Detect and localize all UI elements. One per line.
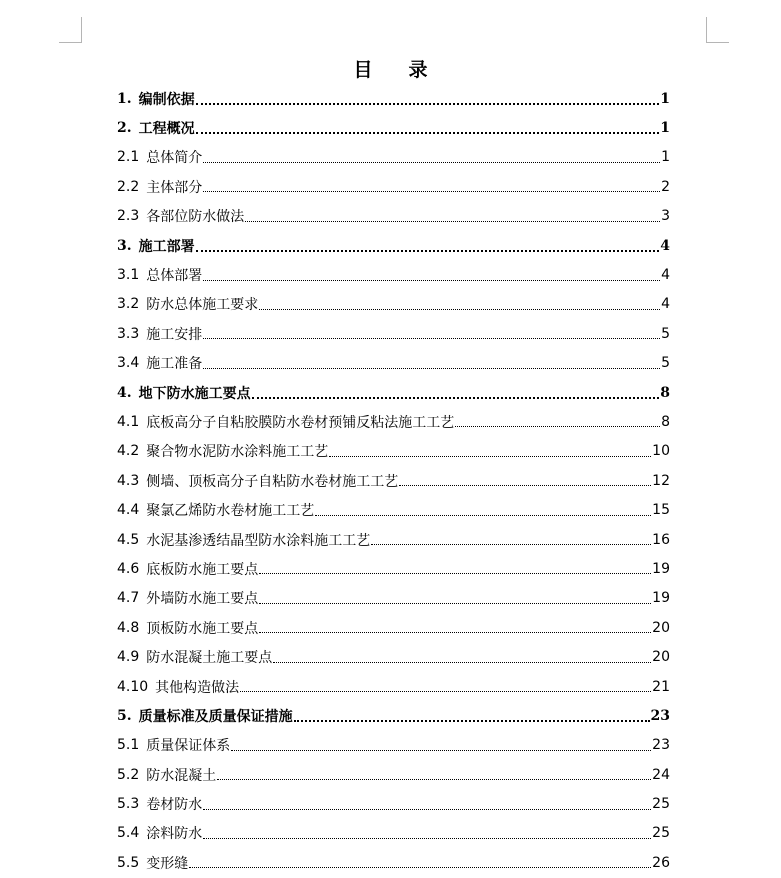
toc-entry-number: 5.	[117, 707, 132, 724]
toc-entry-title: 外墙防水施工要点	[146, 591, 259, 608]
toc-dot-leader	[252, 397, 660, 399]
toc-entry-number: 3.1	[117, 267, 140, 284]
toc-dot-leader	[294, 720, 650, 722]
toc-dot-leader	[240, 691, 651, 692]
toc-entry[interactable]	[117, 113, 670, 142]
toc-entry-page-number: 5	[661, 355, 670, 372]
toc-entry-number: 4.1	[117, 413, 140, 430]
toc-entry[interactable]	[117, 613, 670, 642]
toc-entry-number: 2.	[117, 120, 132, 137]
toc-entry-page-number: 10	[652, 443, 670, 460]
toc-dot-leader	[259, 573, 651, 574]
toc-entry-title: 底板高分子自粘胶膜防水卷材预铺反粘法施工工艺	[146, 414, 455, 431]
toc-entry-title: 主体部分	[146, 179, 203, 196]
toc-entry-title: 聚合物水泥防水涂料施工工艺	[146, 444, 329, 461]
toc-dot-leader	[196, 132, 660, 134]
toc-entry-number: 5.5	[117, 854, 140, 871]
toc-entry[interactable]	[117, 319, 670, 348]
toc-entry-title: 底板防水施工要点	[146, 561, 259, 578]
toc-entry-number: 4.6	[117, 560, 140, 577]
toc-entry[interactable]	[117, 495, 670, 524]
toc-entry-title: 侧墙、顶板高分子自粘防水卷材施工工艺	[146, 473, 399, 490]
toc-dot-leader	[315, 515, 651, 516]
toc-entry-page-number: 25	[652, 825, 670, 842]
toc-entry[interactable]	[117, 554, 670, 583]
toc-dot-leader	[329, 456, 651, 457]
toc-dot-leader	[203, 838, 651, 839]
toc-dot-leader	[217, 779, 651, 780]
toc-entry[interactable]	[117, 437, 670, 466]
toc-entry-title: 聚氯乙烯防水卷材施工工艺	[146, 503, 315, 520]
toc-entry[interactable]	[117, 701, 670, 730]
toc-entry-page-number: 26	[652, 854, 670, 871]
toc-entry-number: 4.10	[117, 678, 149, 695]
toc-entry-page-number: 8	[660, 384, 670, 401]
toc-entry-title: 地下防水施工要点	[138, 385, 251, 402]
toc-entry-page-number: 24	[652, 766, 670, 783]
crop-mark-top-left	[59, 17, 82, 43]
toc-dot-leader	[203, 809, 651, 810]
toc-entry-title: 防水混凝土施工要点	[146, 650, 273, 667]
toc-entry[interactable]	[117, 848, 670, 877]
toc-entry-title: 施工部署	[138, 238, 195, 255]
toc-entry-title: 顶板防水施工要点	[146, 620, 259, 637]
toc-entry[interactable]	[117, 760, 670, 789]
toc-entry-number: 5.2	[117, 766, 140, 783]
toc-entry-title: 防水总体施工要求	[146, 297, 259, 314]
toc-entry-title: 变形缝	[146, 855, 189, 872]
toc-entry-page-number: 1	[661, 149, 670, 166]
toc-entry-title: 质量保证体系	[146, 738, 231, 755]
toc-entry-page-number: 1	[660, 120, 670, 137]
toc-entry[interactable]	[117, 672, 670, 701]
toc-title-char-1: 目	[353, 59, 373, 81]
toc-entry-number: 5.3	[117, 796, 140, 813]
toc-entry[interactable]	[117, 584, 670, 613]
toc-entry-number: 4.8	[117, 619, 140, 636]
toc-entry-number: 3.3	[117, 325, 140, 342]
toc-entry-page-number: 23	[652, 737, 670, 754]
toc-entry-title: 施工准备	[146, 356, 203, 373]
toc-entry-number: 5.4	[117, 825, 140, 842]
crop-mark-top-right	[706, 17, 729, 43]
toc-entry-number: 3.4	[117, 355, 140, 372]
toc-entry-title: 各部位防水做法	[146, 209, 245, 226]
toc-entry-page-number: 21	[652, 678, 670, 695]
toc-entry-page-number: 4	[660, 237, 670, 254]
toc-entry-page-number: 12	[652, 472, 670, 489]
toc-entry-title: 防水混凝土	[146, 767, 217, 784]
toc-entry[interactable]	[117, 819, 670, 848]
toc-entry-page-number: 25	[652, 796, 670, 813]
toc-entry-number: 4.5	[117, 531, 140, 548]
toc-entry-number: 4.	[117, 384, 132, 401]
toc-entry-number: 4.3	[117, 472, 140, 489]
toc-dot-leader	[189, 867, 651, 868]
toc-entry-page-number: 8	[661, 413, 670, 430]
toc-entry-page-number: 15	[652, 502, 670, 519]
toc-entry-number: 3.2	[117, 296, 140, 313]
toc-entry-page-number: 20	[652, 619, 670, 636]
toc-dot-leader	[196, 250, 660, 252]
toc-dot-leader	[196, 103, 660, 105]
toc-entry-page-number: 19	[652, 590, 670, 607]
toc-entry[interactable]	[117, 231, 670, 260]
toc-entry-number: 2.1	[117, 149, 140, 166]
toc-entry-page-number: 23	[650, 707, 670, 724]
toc-entry-number: 4.7	[117, 590, 140, 607]
toc-entry-number: 1.	[117, 90, 132, 107]
toc-dot-leader	[245, 221, 660, 222]
toc-entry-page-number: 5	[661, 325, 670, 342]
toc-dot-leader	[203, 280, 660, 281]
toc-dot-leader	[203, 338, 660, 339]
toc-entry-page-number: 19	[652, 560, 670, 577]
toc-dot-leader	[231, 750, 651, 751]
toc-entry-page-number: 20	[652, 649, 670, 666]
toc-entry-title: 编制依据	[138, 91, 195, 108]
toc-dot-leader	[455, 426, 660, 427]
toc-dot-leader	[273, 662, 651, 663]
toc-entry-page-number: 3	[661, 208, 670, 225]
toc-title-char-2: 录	[408, 59, 428, 81]
toc-dot-leader	[203, 191, 660, 192]
toc-title	[0, 55, 781, 82]
toc-dot-leader	[203, 162, 660, 163]
toc-entry-title: 涂料防水	[146, 826, 203, 843]
toc-entry[interactable]	[117, 407, 670, 436]
toc-entry-page-number: 4	[661, 267, 670, 284]
toc-entry[interactable]	[117, 731, 670, 760]
toc-entry-title: 工程概况	[138, 121, 195, 138]
toc-list	[117, 84, 670, 878]
toc-entry-number: 4.4	[117, 502, 140, 519]
toc-entry-title: 施工安排	[146, 326, 203, 343]
toc-entry[interactable]	[117, 260, 670, 289]
toc-entry[interactable]	[117, 290, 670, 319]
toc-entry-number: 2.3	[117, 208, 140, 225]
toc-entry-page-number: 16	[652, 531, 670, 548]
toc-dot-leader	[399, 485, 651, 486]
toc-dot-leader	[371, 544, 651, 545]
toc-entry-title: 总体部署	[146, 268, 203, 285]
toc-entry-page-number: 1	[660, 90, 670, 107]
toc-entry-page-number: 2	[661, 178, 670, 195]
toc-entry[interactable]	[117, 466, 670, 495]
toc-entry[interactable]	[117, 172, 670, 201]
toc-entry[interactable]	[117, 378, 670, 407]
toc-entry-page-number: 4	[661, 296, 670, 313]
toc-entry-title: 卷材防水	[146, 797, 203, 814]
toc-dot-leader	[203, 368, 660, 369]
toc-entry[interactable]	[117, 642, 670, 671]
toc-entry-title: 水泥基渗透结晶型防水涂料施工工艺	[146, 532, 371, 549]
toc-entry-title: 总体简介	[146, 150, 203, 167]
toc-entry[interactable]	[117, 202, 670, 231]
toc-entry-number: 4.2	[117, 443, 140, 460]
toc-entry[interactable]	[117, 84, 670, 113]
toc-entry-number: 4.9	[117, 649, 140, 666]
toc-entry-title: 其他构造做法	[155, 679, 240, 696]
toc-entry-number: 3.	[117, 237, 132, 254]
toc-entry-number: 2.2	[117, 178, 140, 195]
toc-entry[interactable]	[117, 143, 670, 172]
toc-dot-leader	[259, 309, 660, 310]
toc-entry-title: 质量标准及质量保证措施	[138, 708, 293, 725]
toc-entry[interactable]	[117, 349, 670, 378]
toc-entry[interactable]	[117, 789, 670, 818]
toc-entry-number: 5.1	[117, 737, 140, 754]
toc-entry[interactable]	[117, 525, 670, 554]
toc-dot-leader	[259, 632, 651, 633]
toc-dot-leader	[259, 603, 651, 604]
